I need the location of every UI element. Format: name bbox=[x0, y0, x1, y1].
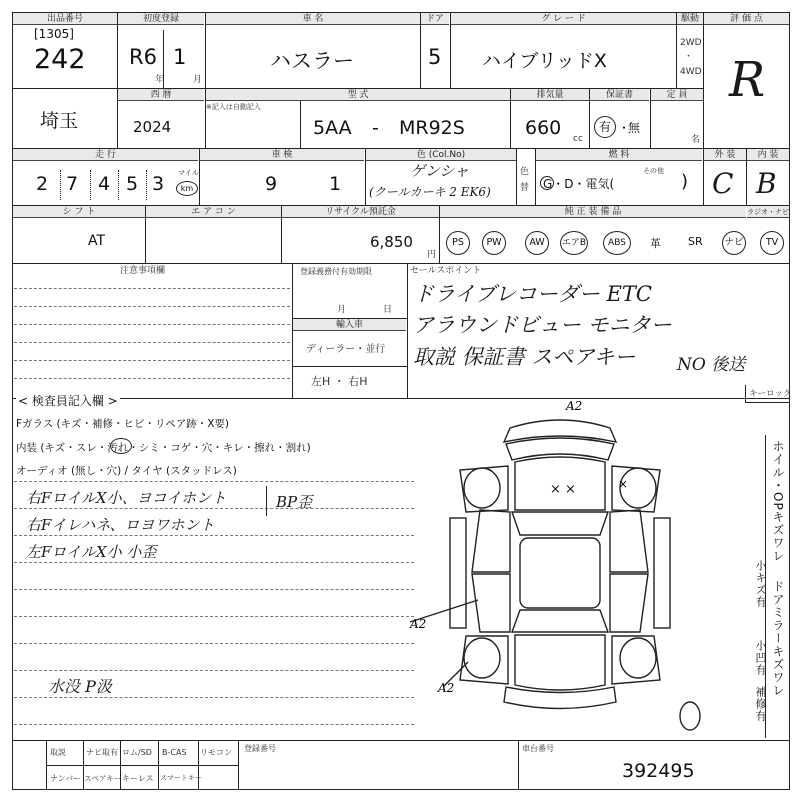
footer-sparekey: スペアキー bbox=[84, 774, 122, 783]
right-note-scratch: 小キズ有 bbox=[754, 560, 767, 608]
interior-label: 内 装 bbox=[747, 149, 789, 161]
equip-tv: TV bbox=[760, 231, 784, 255]
mark-a2-left: A2 bbox=[410, 617, 427, 631]
reg-expiry-month: 月 bbox=[337, 305, 347, 315]
sales-line-1: ドライブレコーダー ETC bbox=[413, 282, 652, 306]
import-label: 輸入車 bbox=[293, 319, 406, 331]
footer-manual: 取説 bbox=[50, 748, 66, 757]
exterior-label: 外 装 bbox=[704, 149, 746, 161]
inspector-hand-side: BP歪 bbox=[276, 493, 313, 511]
glass-line: Fガラス (キズ・補修・ヒビ・リペア跡・X要) bbox=[16, 418, 230, 430]
cc: 660 bbox=[525, 117, 562, 139]
warranty-label: 保証書 bbox=[590, 89, 649, 101]
type-label: 型 式 bbox=[206, 89, 510, 101]
mileage-digit-4: 5 bbox=[126, 173, 139, 195]
footer-rom: ロム/SD bbox=[122, 748, 152, 757]
chassis-label: 車台番号 bbox=[522, 744, 554, 753]
year-unit: 年 bbox=[155, 75, 165, 85]
color-label: 色 (Col.No) bbox=[366, 149, 516, 161]
recycle-label: リサイクル預託金 bbox=[282, 206, 439, 218]
equip-abs: ABS bbox=[603, 231, 631, 255]
sales-line-3: 取説 保証書 スペアキー bbox=[413, 345, 636, 369]
cc-label: 排気量 bbox=[511, 89, 589, 101]
mark-a2-top: A2 bbox=[566, 399, 583, 413]
recycle: 6,850 bbox=[370, 233, 413, 251]
mileage-label: 走 行 bbox=[13, 149, 198, 161]
right-note-dent: 小凹有 bbox=[754, 640, 767, 676]
mileage-digit-3: 4 bbox=[98, 173, 111, 195]
month-unit: 月 bbox=[193, 75, 203, 85]
mileage-digit-2: 7 bbox=[66, 173, 79, 195]
right-note-repair: 補修有 bbox=[754, 686, 767, 722]
sales-extra: NO 後送 bbox=[677, 355, 746, 375]
sales-line-2: アラウンドビュー モニター bbox=[413, 313, 672, 337]
type-code: MR92S bbox=[399, 117, 465, 139]
equip-leather: 革 bbox=[650, 237, 661, 250]
inspector-hand-3: 左FロイルX小 小歪 bbox=[26, 543, 157, 561]
inspector-hand-2: 右Fイレハネ、ロヨワホント bbox=[26, 516, 215, 534]
fuel-other: その他 bbox=[643, 167, 664, 175]
reg-number-label: 登録番号 bbox=[244, 744, 276, 753]
car-diagram bbox=[410, 399, 730, 740]
chassis-number: 392495 bbox=[622, 760, 695, 782]
sales-label: セールスポイント bbox=[410, 266, 482, 276]
capacity-unit: 名 bbox=[691, 135, 701, 145]
warranty-yes: 有 bbox=[594, 116, 616, 138]
score-label: 評 価 点 bbox=[704, 13, 789, 25]
score: R bbox=[729, 52, 766, 108]
footer-remote: リモコン bbox=[200, 748, 232, 757]
first-reg-label: 初度登録 bbox=[118, 13, 204, 25]
mark-x-right: × bbox=[618, 477, 629, 491]
reg-expiry-day: 日 bbox=[383, 305, 393, 315]
shift: AT bbox=[88, 233, 106, 249]
drive-dot: ・ bbox=[684, 52, 694, 62]
fuel-close: ) bbox=[681, 171, 689, 192]
warranty-no: 無 bbox=[628, 121, 641, 135]
exterior: C bbox=[712, 167, 734, 200]
doors: 5 bbox=[428, 45, 442, 69]
interior-line: 内装 (キズ・スレ・汚れ・シミ・コゲ・穴・キレ・擦れ・割れ) bbox=[16, 442, 311, 454]
footer-keyless: キーレス bbox=[122, 774, 154, 783]
keylock-label: キーロック bbox=[749, 389, 792, 399]
drive-2wd: 2WD bbox=[680, 38, 702, 48]
equip-aw: AW bbox=[525, 231, 549, 255]
footer-navi: ナビ取有 bbox=[86, 748, 118, 757]
fuel-label: 燃 料 bbox=[536, 149, 702, 161]
notes-label: 注意事項欄 bbox=[120, 266, 166, 276]
inspector-hand-1: 右FロイルX小、ヨコイホント bbox=[26, 489, 227, 507]
fuel-options: G・D・電気( bbox=[543, 177, 615, 191]
color-hand: ゲンシャ bbox=[410, 162, 470, 180]
grade-label: グ レ ー ド bbox=[451, 13, 676, 25]
mark-a2-bottom: A2 bbox=[438, 681, 455, 695]
import-dealer: ディーラー・並行 bbox=[306, 344, 386, 355]
footer-number: ナンバー bbox=[50, 774, 82, 783]
recycle-unit: 円 bbox=[427, 250, 437, 260]
capacity-label: 定 員 bbox=[651, 89, 703, 101]
lot-bracket: [1305] bbox=[34, 27, 74, 41]
interior-dirt-circle bbox=[110, 438, 132, 454]
car-name: ハスラー bbox=[270, 49, 354, 73]
doors-label: ドア bbox=[421, 13, 449, 25]
cc-unit: cc bbox=[573, 134, 583, 144]
color-change-2: 替 bbox=[520, 183, 530, 193]
color-change-1: 色 bbox=[520, 167, 530, 177]
reg-year: R6 bbox=[129, 45, 157, 69]
equip-sr: SR bbox=[688, 235, 703, 248]
lot-number: 242 bbox=[34, 44, 86, 75]
equip-pw: PW bbox=[482, 231, 506, 255]
shift-label: シ フ ト bbox=[13, 206, 145, 218]
mileage-digit-1: 2 bbox=[36, 173, 49, 195]
drive-4wd: 4WD bbox=[680, 67, 702, 77]
type-dash: - bbox=[372, 117, 379, 139]
interior: B bbox=[756, 167, 777, 200]
equipment-label: 純 正 装 備 品 bbox=[440, 206, 746, 218]
right-note-mirror: ドアミラーキズワレ bbox=[771, 580, 785, 697]
equip-ps: PS bbox=[446, 231, 470, 255]
color-detail: (クールカーキ 2 EK6) bbox=[369, 185, 491, 199]
mark-xx-roof: × × bbox=[550, 482, 576, 497]
equip-airbag: エアB bbox=[560, 231, 588, 255]
drive-label: 駆動 bbox=[677, 13, 703, 25]
footer-bcas: B-CAS bbox=[162, 748, 187, 757]
warranty-dot: ・ bbox=[618, 121, 631, 135]
inspection-label: 車 検 bbox=[200, 149, 364, 161]
type-note: ※記入は自動記入 bbox=[206, 103, 261, 111]
inspector-hand-bottom: 水没 P汲 bbox=[48, 677, 112, 696]
footer-smartkey: スマートキー bbox=[160, 774, 202, 782]
inspector-title: < 検査員記入欄 > bbox=[18, 394, 118, 408]
right-note-wheel: ホイル・OPキズワレ bbox=[771, 440, 785, 563]
mileage-unit-mile: マイル bbox=[178, 169, 199, 177]
type-prefix: 5AA bbox=[313, 117, 352, 139]
grade: ハイブリッドX bbox=[482, 50, 607, 72]
model-year-label: 西 暦 bbox=[118, 89, 204, 101]
region: 埼玉 bbox=[40, 110, 79, 132]
radio-label: ラジオ・ナビ bbox=[747, 208, 789, 216]
lot-label: 出品番号 bbox=[13, 13, 117, 25]
insp-year: 9 bbox=[265, 173, 278, 195]
steering: 左H ・ 右H bbox=[311, 375, 368, 388]
mileage-unit-km: km bbox=[176, 181, 198, 196]
car-name-label: 車 名 bbox=[206, 13, 420, 25]
insp-month: 1 bbox=[329, 173, 342, 195]
model-year: 2024 bbox=[133, 118, 172, 136]
equip-navi: ナビ bbox=[722, 231, 746, 255]
reg-month: 1 bbox=[173, 45, 187, 69]
audio-line: オーディオ (無し・穴) / タイヤ (スタッドレス) bbox=[16, 465, 237, 477]
ac-label: エ ア コ ン bbox=[146, 206, 281, 218]
reg-expiry-label: 登録義務付有効期限 bbox=[300, 267, 372, 276]
mileage-digit-5: 3 bbox=[152, 173, 165, 195]
